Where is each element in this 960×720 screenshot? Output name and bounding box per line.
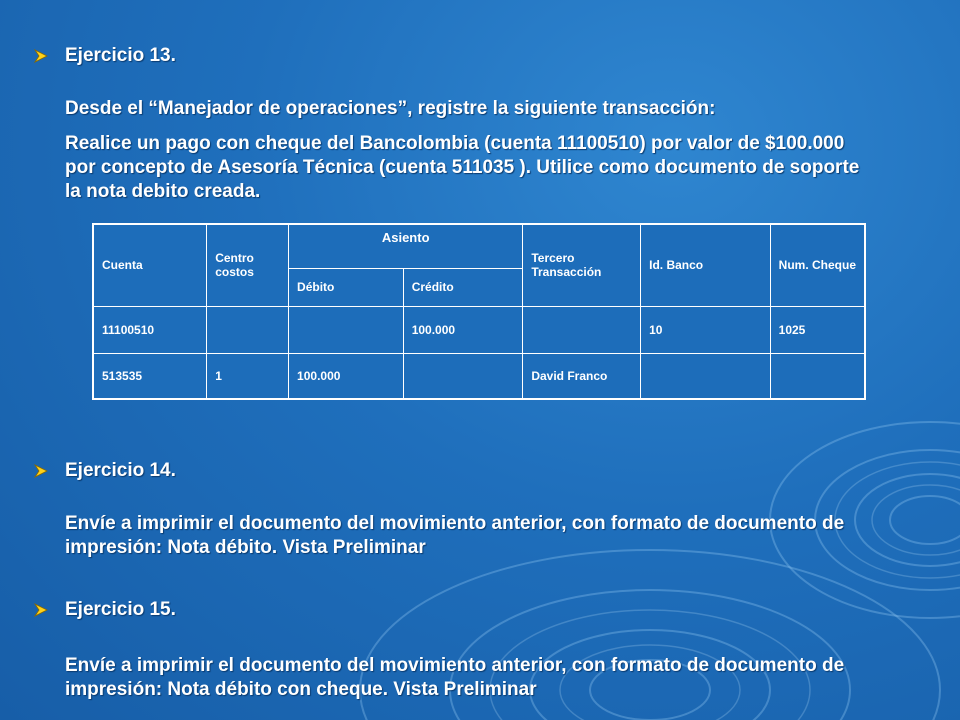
arrow-bullet-icon (34, 464, 48, 478)
cell-tercero (523, 306, 641, 353)
cell-tercero: David Franco (523, 353, 641, 399)
arrow-bullet-icon (34, 49, 48, 63)
ex14-title: Ejercicio 14. (65, 460, 176, 481)
ex13-line3: por concepto de Asesoría Técnica (cuenta 511035 ). Utilice como documento de soporte (65, 157, 860, 178)
cell-banco (641, 353, 771, 399)
ex14-line2: impresión: Nota débito. Vista Preliminar (65, 537, 426, 558)
header-cuenta: Cuenta (93, 224, 207, 306)
header-id-banco: Id. Banco (641, 224, 771, 306)
asiento-table (92, 223, 866, 400)
ex13-line1: Desde el “Manejador de operaciones”, registre la siguiente transacción: (65, 98, 716, 119)
cell-centro: 1 (207, 353, 289, 399)
ex14-line1: Envíe a imprimir el documento del movimiento anterior, con formato de documento de (65, 513, 845, 534)
ex13-line4: la nota debito creada. (65, 181, 261, 202)
cell-cheque (770, 353, 865, 399)
header-num-cheque: Num. Cheque (770, 224, 865, 306)
header-centro-costos: Centro costos (207, 224, 289, 306)
ex13-title: Ejercicio 13. (65, 45, 176, 66)
ex13-line2: Realice un pago con cheque del Bancolombia (cuenta 11100510) por valor de $100.000 (65, 133, 845, 154)
cell-cheque: 1025 (770, 306, 865, 353)
cell-debito (289, 306, 404, 353)
cell-credito: 100.000 (403, 306, 523, 353)
cell-banco: 10 (641, 306, 771, 353)
table-row (93, 353, 865, 399)
header-credito: Crédito (403, 268, 523, 306)
asiento-label: Asiento (381, 229, 430, 245)
arrow-bullet-icon (34, 603, 48, 617)
header-asiento (289, 224, 523, 268)
cell-cuenta: 11100510 (93, 306, 207, 353)
table-row (93, 306, 865, 353)
ex15-title: Ejercicio 15. (65, 599, 176, 620)
ex15-line2: impresión: Nota débito con cheque. Vista Preliminar (65, 679, 537, 700)
cell-centro (207, 306, 289, 353)
header-debito: Débito (289, 268, 404, 306)
header-tercero: Tercero Transacción (523, 224, 641, 306)
table-header-row (93, 224, 865, 268)
cell-credito (403, 353, 523, 399)
cell-cuenta: 513535 (93, 353, 207, 399)
cell-debito: 100.000 (289, 353, 404, 399)
ex15-line1: Envíe a imprimir el documento del movimiento anterior, con formato de documento de (65, 655, 845, 676)
